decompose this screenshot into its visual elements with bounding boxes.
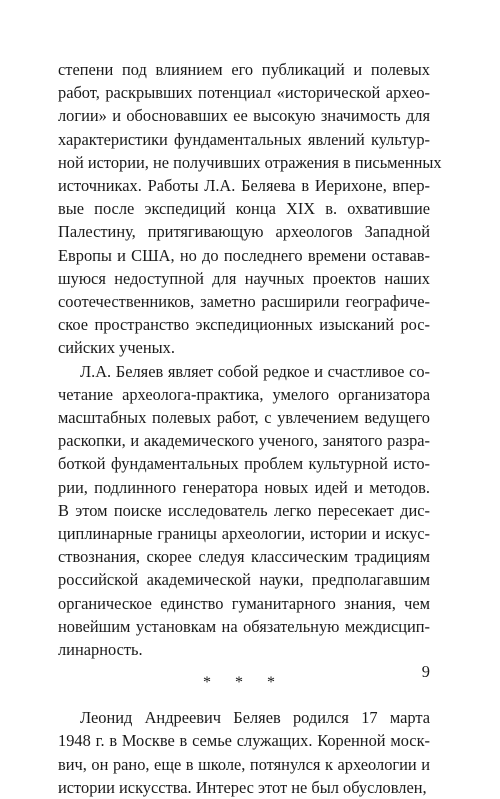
page-number: 9 [421, 662, 430, 681]
text-line: боткой фундаментальных проблем культурной исто- [58, 454, 430, 474]
text-line: органическое единство гуманитарного знания, чем [58, 593, 430, 613]
text-line: четание археолога-практика, умелого организатора [58, 384, 430, 404]
text-line: 1948 г. в Москве в семье служащих. Коренной моск- [58, 731, 430, 751]
text-line: Европы и США, но до последнего времени оставав- [58, 245, 430, 265]
text-line: истории искусства. Интерес этот не был обусловлен, [58, 777, 427, 797]
paragraph [58, 706, 430, 799]
text-line: шуюся недоступной для научных проектов наших [58, 268, 430, 288]
text-line: характеристики фундаментальных явлений культур- [58, 129, 430, 149]
paragraph [58, 58, 442, 360]
text-block [58, 58, 442, 661]
text-line: линарность. [58, 640, 143, 660]
text-line: Палестину, притягивающую археологов Западной [58, 222, 430, 242]
text-line: масштабных полевых работ, с увлечением ведущего [58, 408, 430, 428]
text-line: источниках. Работы Л.А. Беляева в Иерихоне, впер- [58, 176, 430, 196]
text-line: ствознания, скорее следуя классическим традициям [58, 547, 430, 567]
page-body [58, 58, 442, 799]
text-line: ское пространство экспедиционных изысканий рос- [58, 315, 430, 335]
text-line: новейшим установкам на обязательную междисцип- [58, 616, 430, 636]
text-line: рии, подлинного генератора новых идей и методов. [58, 477, 430, 497]
final-text-block [58, 706, 430, 799]
text-line: вич, он рано, еще в школе, потянулся к археологии и [58, 754, 430, 774]
text-line: соотечественников, заметно расширили географиче- [58, 292, 430, 312]
text-line: российской академической науки, предполагавшим [58, 570, 430, 590]
text-line: циплинарные границы археологии, истории и искус- [58, 524, 430, 544]
text-line: ной истории, не получивших отражения в письменных [58, 152, 442, 172]
paragraph [58, 360, 430, 662]
text-line: степени под влиянием его публикаций и полевых [58, 60, 430, 79]
text-line: работ, раскрывших потенциал «исторической архео- [58, 83, 430, 103]
text-line: вые после экспедиций конца XIX в. охватившие [58, 199, 430, 219]
text-line: В этом поиске исследователь легко пересекает дис- [58, 500, 430, 520]
section-separator: * * * [203, 674, 285, 692]
text-line: логии» и обосновавших ее высокую значимость для [58, 106, 430, 126]
text-line: раскопки, и академического ученого, занятого разра- [58, 431, 430, 451]
text-line: сийских ученых. [58, 338, 175, 358]
text-line: Л.А. Беляев являет собой редкое и счастливое со- [80, 361, 430, 381]
text-line: Леонид Андреевич Беляев родился 17 марта [80, 708, 430, 728]
